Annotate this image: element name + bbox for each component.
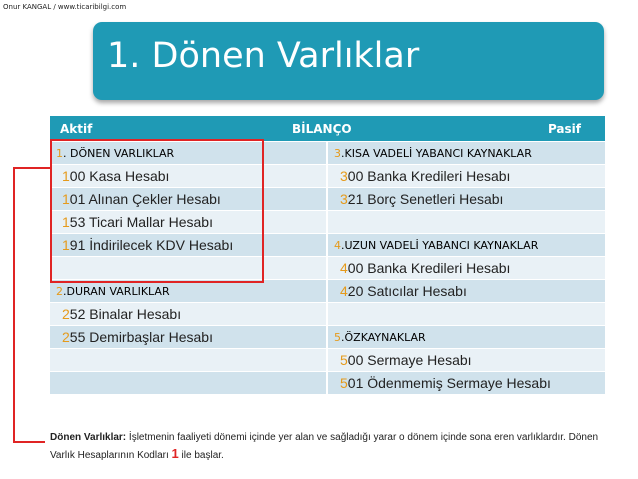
account-code-digit: 2 xyxy=(56,284,63,298)
account-code-digit: 5 xyxy=(334,330,341,344)
highlight-connector-h xyxy=(13,167,51,169)
account-label: .UZUN VADELİ YABANCI KAYNAKLAR xyxy=(341,238,539,252)
account-label: 00 Sermaye Hesabı xyxy=(347,352,472,368)
account-code-digit: 1 xyxy=(62,237,70,253)
account-code-digit: 2 xyxy=(62,306,70,322)
table-header xyxy=(50,116,605,142)
account-label: 01 Ödenmemiş Sermaye Hesabı xyxy=(347,375,551,391)
account-code-digit: 5 xyxy=(340,375,348,391)
right-cell xyxy=(327,326,605,349)
credit-text: Onur KANGAL / www.ticaribilgi.com xyxy=(3,3,127,11)
account-code-digit: 3 xyxy=(340,191,348,207)
footnote-code: 1 xyxy=(171,446,179,461)
right-cell xyxy=(327,211,605,234)
highlight-connector-foot xyxy=(13,441,45,443)
highlight-connector-v xyxy=(13,167,15,443)
account-code-digit: 3 xyxy=(340,168,348,184)
right-cell xyxy=(327,234,605,257)
right-cell xyxy=(327,142,605,165)
right-cell xyxy=(327,280,605,303)
table-row xyxy=(50,349,605,372)
account-code-digit: 1 xyxy=(62,214,70,230)
left-cell xyxy=(50,326,327,349)
footnote-text: İşletmenin faaliyeti dönemi içinde yer alan ve sağladığı yarar o dönem içinde sona eren varlıklardır. Dönen Varlık Hesaplarının Kodları xyxy=(50,432,599,461)
table-row xyxy=(50,372,605,395)
right-cell xyxy=(327,188,605,211)
account-code-digit: 1 xyxy=(56,146,63,160)
account-label: 91 İndirilecek KDV Hesabı xyxy=(69,237,234,253)
right-cell xyxy=(327,303,605,326)
right-cell xyxy=(327,349,605,372)
left-cell xyxy=(50,372,327,395)
footnote-text-end: ile başlar. xyxy=(178,450,224,461)
account-label: 52 Binalar Hesabı xyxy=(69,306,182,322)
header-pasif: Pasif xyxy=(547,122,581,136)
left-cell xyxy=(50,349,327,372)
account-label: .ÖZKAYNAKLAR xyxy=(341,330,426,344)
account-label: 00 Banka Kredileri Hesabı xyxy=(347,168,511,184)
account-label: 01 Alınan Çekler Hesabı xyxy=(69,191,221,207)
account-label: 53 Ticari Mallar Hesabı xyxy=(69,214,213,230)
table-row xyxy=(50,326,605,349)
account-code-digit: 1 xyxy=(62,168,70,184)
account-code-digit: 2 xyxy=(62,329,70,345)
account-code-digit: 3 xyxy=(334,146,341,160)
right-cell xyxy=(327,372,605,395)
account-code-digit: 5 xyxy=(340,352,348,368)
account-label: .KISA VADELİ YABANCI KAYNAKLAR xyxy=(341,146,532,160)
account-label: 21 Borç Senetleri Hesabı xyxy=(347,191,504,207)
right-cell xyxy=(327,165,605,188)
header-bilanco: BİLANÇO xyxy=(292,122,352,136)
header-aktif: Aktif xyxy=(60,122,93,136)
left-cell xyxy=(50,303,327,326)
footnote xyxy=(50,430,610,464)
account-code-digit: 4 xyxy=(340,283,348,299)
table-row xyxy=(50,303,605,326)
footnote-label: Dönen Varlıklar: xyxy=(50,432,127,443)
account-code-digit: 4 xyxy=(334,238,341,252)
page-title: 1. Dönen Varlıklar xyxy=(107,36,420,76)
account-label: 00 Kasa Hesabı xyxy=(69,168,170,184)
account-label: 00 Banka Kredileri Hesabı xyxy=(347,260,511,276)
account-label: 20 Satıcılar Hesabı xyxy=(347,283,467,299)
account-label: . DÖNEN VARLIKLAR xyxy=(63,146,175,160)
account-code-digit: 4 xyxy=(340,260,348,276)
title-banner xyxy=(93,22,604,100)
right-cell xyxy=(327,257,605,280)
account-code-digit: 1 xyxy=(62,191,70,207)
account-label: 55 Demirbaşlar Hesabı xyxy=(69,329,213,345)
highlight-box xyxy=(50,139,264,283)
account-label: .DURAN VARLIKLAR xyxy=(63,284,170,298)
